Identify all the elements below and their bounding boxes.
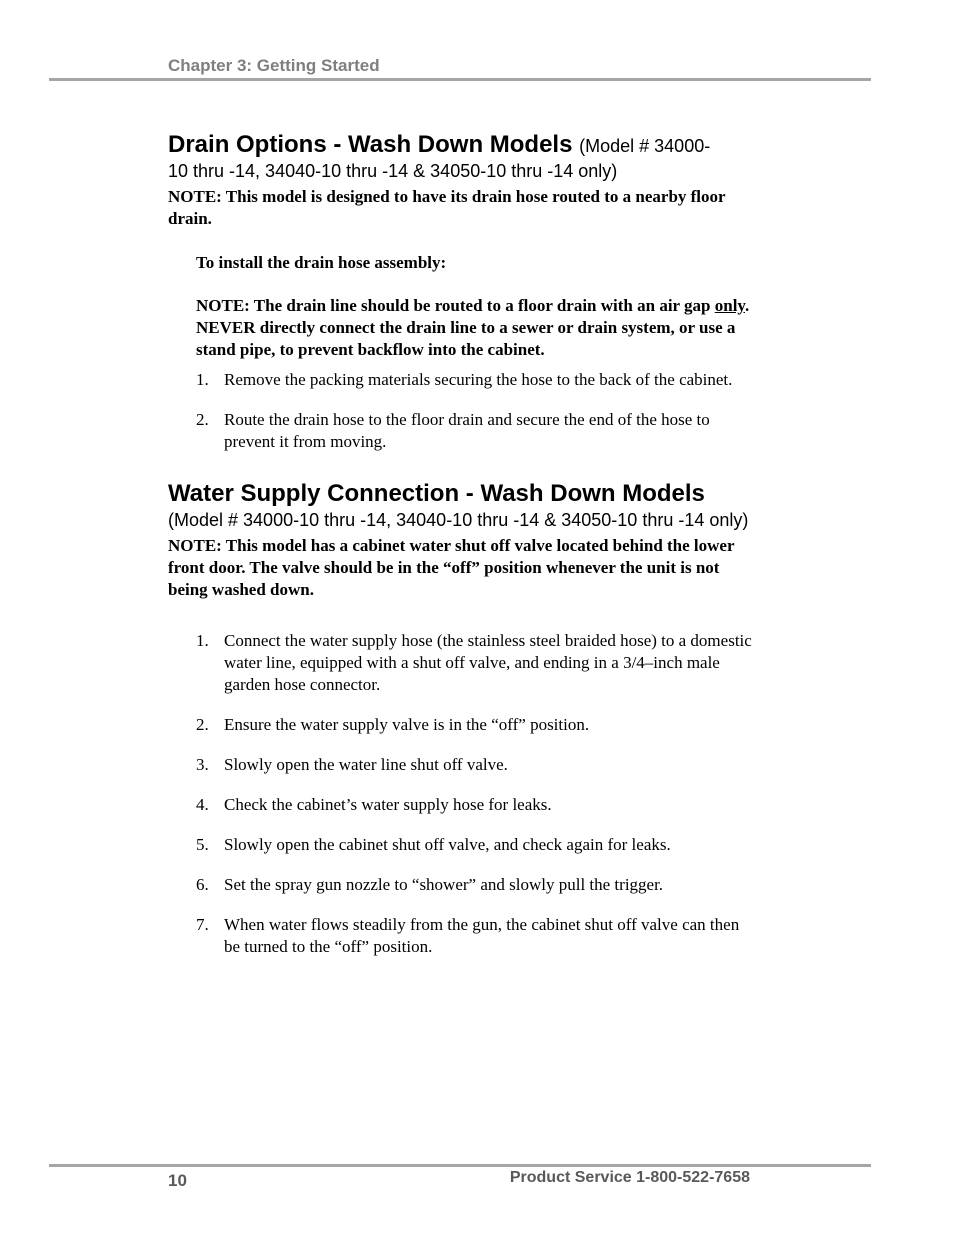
drain-warning bbox=[196, 295, 758, 361]
drain-options-title: Drain Options - Wash Down Models bbox=[168, 131, 573, 158]
step-number: 5. bbox=[196, 835, 209, 854]
footer-divider bbox=[49, 1164, 871, 1167]
water-supply-note: NOTE: This model has a cabinet water shut off valve located behind the lower front door. The valve should be in the “off” position whenever the unit is not being washed down. bbox=[168, 536, 735, 599]
step-number: 3. bbox=[196, 755, 209, 774]
drain-warning-underlined: only bbox=[714, 296, 745, 315]
step-number: 2. bbox=[196, 715, 209, 734]
step-number: 1. bbox=[196, 370, 209, 389]
step-number: 1. bbox=[196, 631, 209, 650]
page-content bbox=[168, 130, 758, 958]
list-item bbox=[196, 754, 758, 776]
list-item bbox=[196, 874, 758, 896]
list-item bbox=[196, 794, 758, 816]
drain-warning-b: . NEVER directly connect the drain line to a sewer or drain system, or use a stand pipe, to prevent backflow into the cabinet. bbox=[196, 296, 750, 359]
step-text: Set the spray gun nozzle to “shower” and slowly pull the trigger. bbox=[224, 875, 664, 894]
list-item bbox=[196, 630, 758, 696]
water-steps-list bbox=[196, 630, 758, 958]
water-supply-title: Water Supply Connection - Wash Down Models bbox=[168, 480, 705, 507]
list-item bbox=[196, 834, 758, 856]
drain-instruction: To install the drain hose assembly: bbox=[196, 253, 447, 272]
drain-note: NOTE: This model is designed to have its drain hose routed to a nearby floor drain. bbox=[168, 187, 726, 228]
step-number: 2. bbox=[196, 410, 209, 429]
step-number: 4. bbox=[196, 795, 209, 814]
step-number: 7. bbox=[196, 915, 209, 934]
drain-steps-list bbox=[196, 369, 758, 453]
header-divider bbox=[49, 78, 871, 81]
step-text: When water flows steadily from the gun, the cabinet shut off valve can then be turned to the “off” position. bbox=[224, 915, 740, 956]
drain-options-model-b: 10 thru -14, 34040-10 thru -14 & 34050-10 thru -14 only) bbox=[168, 161, 618, 181]
chapter-header: Chapter 3: Getting Started bbox=[168, 56, 380, 75]
drain-options-heading bbox=[168, 130, 758, 160]
page-number: 10 bbox=[168, 1171, 187, 1190]
list-item bbox=[196, 914, 758, 958]
list-item bbox=[196, 369, 758, 391]
step-text: Remove the packing materials securing the hose to the back of the cabinet. bbox=[224, 370, 733, 389]
water-supply-model: (Model # 34000-10 thru -14, 34040-10 thru -14 & 34050-10 thru -14 only) bbox=[168, 510, 749, 530]
step-number: 6. bbox=[196, 875, 209, 894]
drain-options-model-a: (Model # 34000- bbox=[579, 136, 711, 156]
step-text: Connect the water supply hose (the stainless steel braided hose) to a domestic water line, equipped with a shut off valve, and ending in a 3/4–inch male garden hose connector. bbox=[224, 631, 752, 694]
step-text: Route the drain hose to the floor drain and secure the end of the hose to prevent it from moving. bbox=[224, 410, 710, 451]
drain-warning-a: NOTE: The drain line should be routed to a floor drain with an air gap bbox=[196, 296, 715, 315]
step-text: Ensure the water supply valve is in the “off” position. bbox=[224, 715, 590, 734]
step-text: Check the cabinet’s water supply hose for leaks. bbox=[224, 795, 552, 814]
step-text: Slowly open the water line shut off valve. bbox=[224, 755, 508, 774]
product-service-phone: Product Service 1-800-522-7658 bbox=[509, 1169, 750, 1186]
list-item bbox=[196, 409, 758, 453]
list-item bbox=[196, 714, 758, 736]
step-text: Slowly open the cabinet shut off valve, and check again for leaks. bbox=[224, 835, 671, 854]
